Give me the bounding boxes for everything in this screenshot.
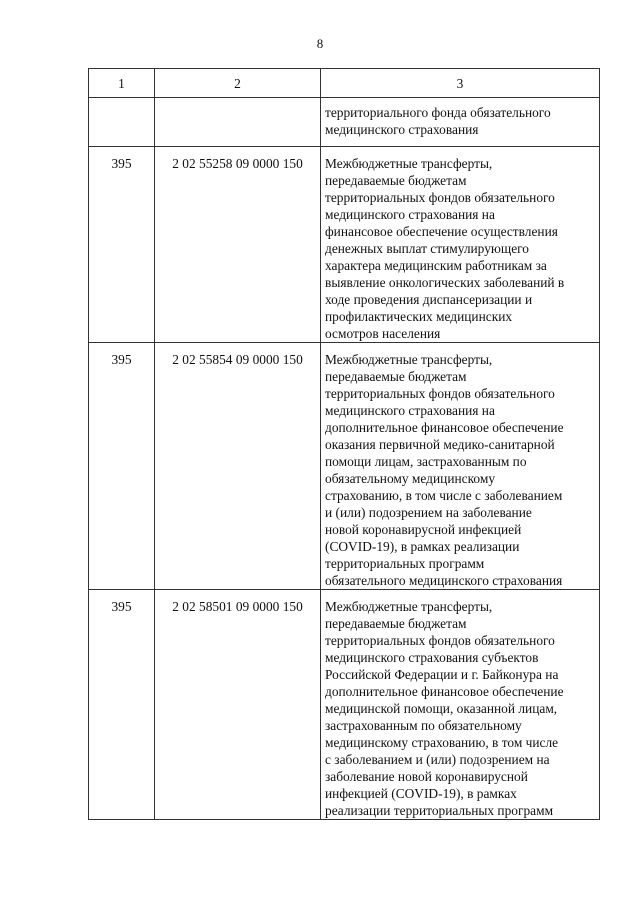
admin-code-cell <box>89 98 155 147</box>
column-header-1: 1 <box>89 69 155 98</box>
budget-code-cell: 2 02 55854 09 0000 150 <box>155 343 321 590</box>
table-row <box>89 590 600 820</box>
table-header-row <box>89 69 600 98</box>
admin-code-cell: 395 <box>89 147 155 343</box>
description-cell: Межбюджетные трансферты, передаваемые бюджетам территориальных фондов обязательного медицинского страхования субъектов Российской Федерации и г. Байконура на дополнительное финансовое обеспечение медицинской помощи, оказанной лицам, застрахованным по обязательному медицинскому страхованию, в том числе с заболеванием и (или) подозрением на заболевание новой коронавирусной инфекцией (COVID-19), в рамках реализации территориальных программ <box>321 590 600 820</box>
column-header-2: 2 <box>155 69 321 98</box>
budget-table <box>88 68 600 820</box>
table-row <box>89 147 600 343</box>
table-row <box>89 343 600 590</box>
admin-code-cell: 395 <box>89 590 155 820</box>
description-cell: Межбюджетные трансферты, передаваемые бюджетам территориальных фондов обязательного медицинского страхования на дополнительное финансовое обеспечение оказания первичной медико-санитарной помощи лицам, застрахованным по обязательному медицинскому страхованию, в том числе с заболеванием и (или) подозрением на заболевание новой коронавирусной инфекцией (COVID-19), в рамках реализации территориальных программ обязательного медицинского страхования <box>321 343 600 590</box>
page-number: 8 <box>316 36 324 51</box>
admin-code-cell: 395 <box>89 343 155 590</box>
budget-code-cell: 2 02 58501 09 0000 150 <box>155 590 321 820</box>
budget-code-cell: 2 02 55258 09 0000 150 <box>155 147 321 343</box>
column-header-3: 3 <box>321 69 600 98</box>
description-cell: территориального фонда обязательного медицинского страхования <box>321 98 600 147</box>
table-row <box>89 98 600 147</box>
budget-code-cell <box>155 98 321 147</box>
description-cell: Межбюджетные трансферты, передаваемые бюджетам территориальных фондов обязательного медицинского страхования на финансовое обеспечение осуществления денежных выплат стимулирующего характера медицинским работникам за выявление онкологических заболеваний в ходе проведения диспансеризации и профилактических медицинских осмотров населения <box>321 147 600 343</box>
